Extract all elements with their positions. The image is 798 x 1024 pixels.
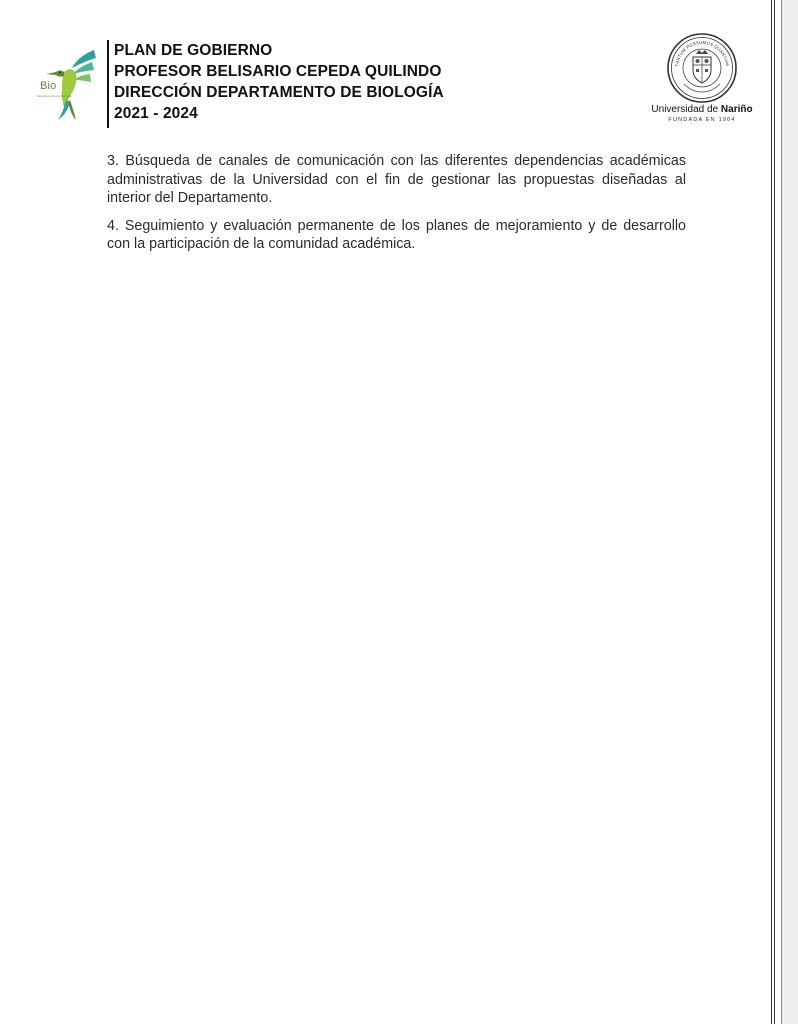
university-founded: FUNDADA EN 1904 — [668, 117, 736, 123]
bio-logo-label: Bio — [40, 80, 57, 92]
page-edge-line — [781, 0, 782, 1024]
svg-text:TANTUM POSSUMUS QUANTUM SCIMUS: TANTUM POSSUMUS QUANTUM — [674, 39, 730, 67]
paragraph-4: 4. Seguimiento y evaluación permanente de los planes de mejoramiento y de desarrollo con la participación de la comunidad académica. — [107, 217, 686, 252]
title-line-department: DIRECCIÓN DEPARTAMENTO DE BIOLOGÍA — [114, 84, 444, 101]
paragraph-3: 3. Búsqueda de canales de comunicación con las diferentes dependencias académicas administrativas de la Universidad con el fin de gestionar las propuestas diseñadas al interior del Departamento. — [107, 153, 686, 206]
title-line-professor: PROFESOR BELISARIO CEPEDA QUILINDO — [114, 63, 442, 80]
university-name-bold: Nariño — [720, 104, 753, 115]
bio-logo — [28, 44, 102, 124]
title-line-period: 2021 - 2024 — [114, 105, 198, 122]
university-seal-icon — [666, 32, 738, 104]
university-name — [645, 104, 759, 115]
page-edge-margin — [782, 0, 798, 1024]
title-divider — [107, 40, 109, 128]
page-edge-line — [771, 0, 772, 1024]
title-line-plan: PLAN DE GOBIERNO — [114, 42, 273, 59]
bio-logo-subtitle: Departamento de Biología — [36, 94, 72, 98]
document-title-block — [114, 40, 444, 124]
page-edge-line — [774, 0, 775, 1024]
document-body — [107, 152, 686, 263]
university-name-prefix: Universidad de — [651, 104, 719, 115]
